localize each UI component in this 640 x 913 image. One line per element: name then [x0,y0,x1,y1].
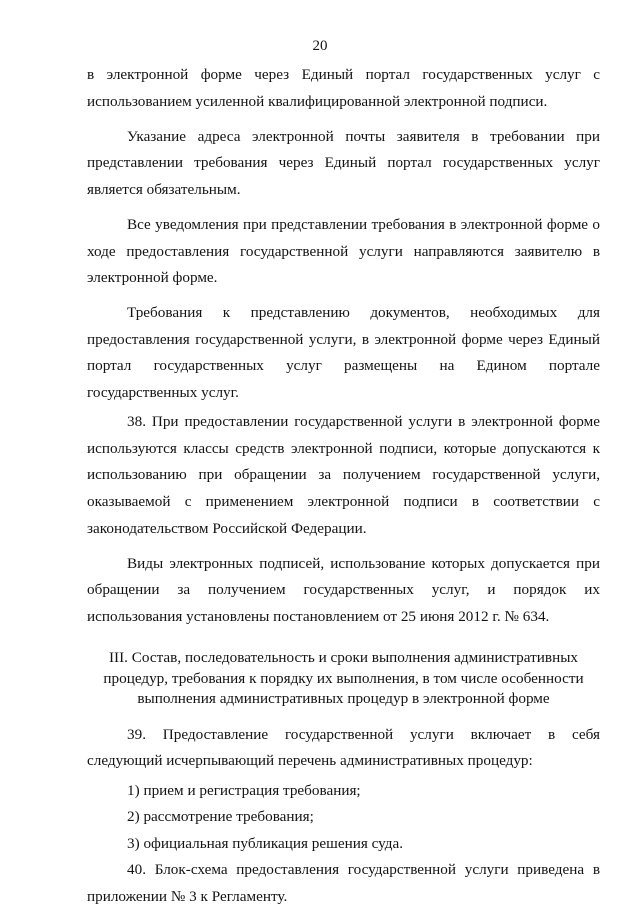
list-item: 2) рассмотрение требования; [127,808,314,826]
paragraph-document-requirements: Требования к представлению документов, необходимых для предоставления государственной услуги, в электронной форме через Единый портал государственных услуг размещены на Едином портале государственных услуг. [87,304,600,402]
paragraph-email-requirement: Указание адреса электронной почты заявителя в требовании при представлении требования через Единый портал государственных услуг является обязательным. [87,127,600,198]
section-heading-line-3: выполнения административных процедур в электронной форме [137,690,550,708]
section-heading-line-1: III. Состав, последовательность и сроки выполнения административных [109,649,578,667]
paragraph-signature-types: Виды электронных подписей, использование которых допускается при обращении за получением государственных услуг, и порядок их использования установлены постановлением от 25 июня 2012 г. № 634. [87,554,600,625]
section-heading-iii [87,648,600,710]
document-body [87,62,600,913]
paragraph-38: 38. При предоставлении государственной услуги в электронной форме используются классы средств электронной подписи, которые допускаются к использованию при обращении за получением государственной услуги, оказываемой с применением электронной подписи в соответствии с законодательством Российской Федерации. [87,413,600,537]
list-item: 3) официальная публикация решения суда. [127,834,404,852]
section-heading-line-2: процедур, требования к порядку их выполнения, в том числе особенности [103,669,584,687]
paragraph-39: 39. Предоставление государственной услуги включает в себя следующий исчерпывающий перечень административных процедур: [87,725,600,770]
list-item: 1) прием и регистрация требования; [127,781,361,799]
paragraph-notifications: Все уведомления при представлении требования в электронной форме о ходе предоставления государственной услуги направляются заявителю в электронной форме. [87,215,600,287]
paragraph-40: 40. Блок-схема предоставления государственной услуги приведена в приложении № 3 к Регламенту. [87,861,600,905]
page-number: 20 [312,38,328,54]
paragraph-continuation: в электронной форме через Единый портал государственных услуг с использованием усиленной квалифицированной электронной подписи. [87,66,600,110]
